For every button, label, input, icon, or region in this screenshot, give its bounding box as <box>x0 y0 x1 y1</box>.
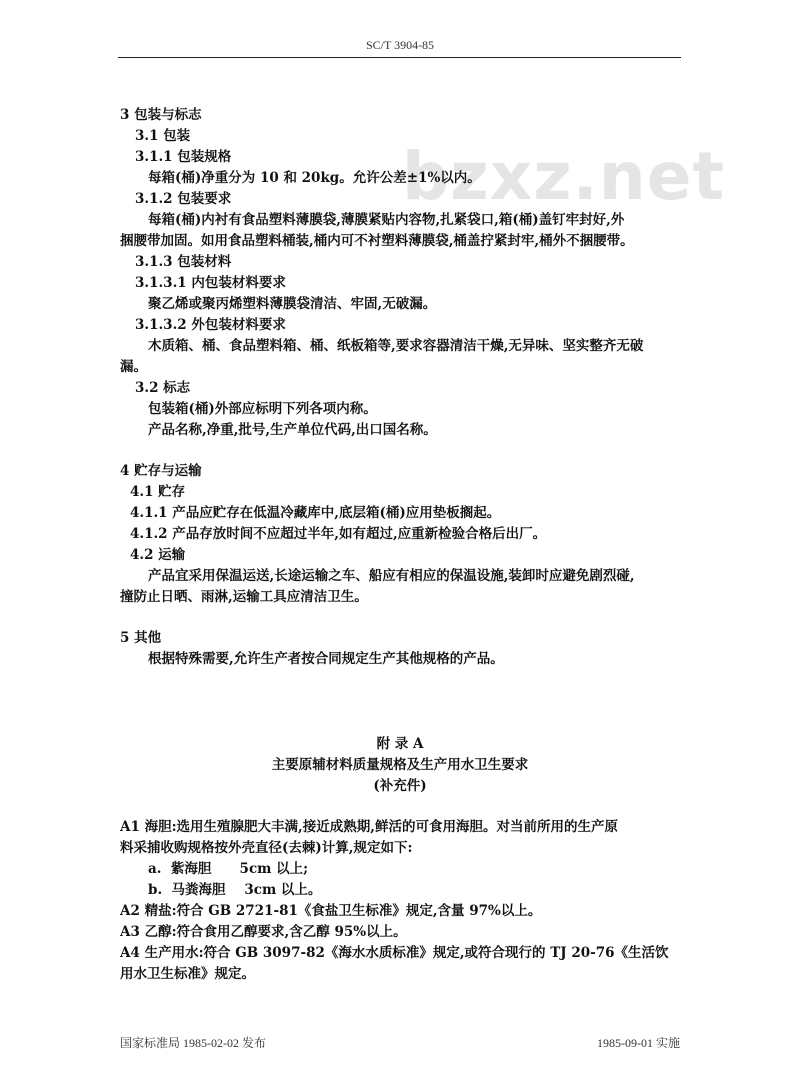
section-4-heading: 4 贮存与运输 <box>120 463 202 479</box>
section-3-2-body-line-2: 产品名称,净重,批号,生产单位代码,出口国名称。 <box>148 422 437 438</box>
appendix-a2: A2 精盐:符合 GB 2721-81《食盐卫生标准》规定,含量 97%以上。 <box>120 903 542 919</box>
appendix-title: 附 录 A <box>376 736 424 752</box>
section-4-1-1: 4.1.1 产品应贮存在低温冷藏库中,底层箱(桶)应用垫板搁起。 <box>130 505 501 521</box>
section-3-1-2-body-line-1: 每箱(桶)内衬有食品塑料薄膜袋,薄膜紧贴内容物,扎紧袋口,箱(桶)盖钉牢封好,外 <box>148 212 625 228</box>
appendix-a1-item-a: a. 紫海胆 5cm 以上; <box>148 861 309 877</box>
appendix-a4-line-1: A4 生产用水:符合 GB 3097-82《海水水质标准》规定,或符合现行的 TJ 20-76《生活饮 <box>120 945 669 961</box>
section-3-2-body-line-1: 包装箱(桶)外部应标明下列各项内称。 <box>148 401 377 417</box>
section-3-heading: 3 包装与标志 <box>120 107 202 123</box>
appendix-a1-item-b: b. 马粪海胆 3cm 以上。 <box>148 882 322 898</box>
section-4-2-body-line-2: 撞防止日晒、雨淋,运输工具应清洁卫生。 <box>120 589 368 605</box>
appendix-subtitle: 主要原辅材料质量规格及生产用水卫生要求 <box>271 757 529 773</box>
standard-code-header: SC/T 3904-85 <box>365 38 435 52</box>
section-3-1-1-heading: 3.1.1 包装规格 <box>135 149 232 165</box>
appendix-a1-line-2: 料采捕收购规格按外壳直径(去棘)计算,规定如下: <box>120 840 413 856</box>
section-4-2-heading: 4.2 运输 <box>130 547 186 563</box>
section-3-1-2-body-line-2: 捆腰带加固。如用食品塑料桶装,桶内可不衬塑料薄膜袋,桶盖拧紧封牢,桶外不捆腰带。 <box>120 233 634 249</box>
section-5-heading: 5 其他 <box>120 630 162 646</box>
section-3-1-3-1-heading: 3.1.3.1 内包装材料要求 <box>135 275 286 291</box>
section-3-2-heading: 3.2 标志 <box>135 380 191 396</box>
footer-issued-date: 国家标准局 1985-02-02 发布 <box>120 1036 266 1050</box>
section-4-1-heading: 4.1 贮存 <box>130 484 186 500</box>
appendix-a4-line-2: 用水卫生标准》规定。 <box>120 966 255 982</box>
watermark: bzxz.net <box>402 138 726 215</box>
appendix-note: (补充件) <box>373 778 427 794</box>
section-3-1-3-2-body-line-1: 木质箱、桶、食品塑料箱、桶、纸板箱等,要求容器清洁干燥,无异味、坚实整齐无破 <box>148 338 644 354</box>
section-3-1-3-2-heading: 3.1.3.2 外包装材料要求 <box>135 317 286 333</box>
footer-effective-date: 1985-09-01 实施 <box>597 1036 680 1050</box>
section-3-1-heading: 3.1 包装 <box>135 128 191 144</box>
section-5-body: 根据特殊需要,允许生产者按合同规定生产其他规格的产品。 <box>148 651 504 667</box>
section-4-2-body-line-1: 产品宜采用保温运送,长途运输之车、船应有相应的保温设施,装卸时应避免剧烈碰, <box>148 568 635 584</box>
header-rule <box>118 57 681 58</box>
section-4-1-2: 4.1.2 产品存放时间不应超过半年,如有超过,应重新检验合格后出厂。 <box>130 526 547 542</box>
section-3-1-3-1-body: 聚乙烯或聚丙烯塑料薄膜袋清洁、牢固,无破漏。 <box>148 296 437 312</box>
appendix-a3: A3 乙醇:符合食用乙醇要求,含乙醇 95%以上。 <box>120 924 407 940</box>
section-3-1-3-2-body-line-2: 漏。 <box>120 359 147 375</box>
section-3-1-2-heading: 3.1.2 包装要求 <box>135 191 232 207</box>
section-3-1-3-heading: 3.1.3 包装材料 <box>135 254 232 270</box>
section-3-1-1-body: 每箱(桶)净重分为 10 和 20kg。允许公差±1%以内。 <box>148 170 481 186</box>
appendix-a1-line-1: A1 海胆:选用生殖腺肥大丰满,接近成熟期,鲜活的可食用海胆。对当前所用的生产原 <box>120 819 618 835</box>
